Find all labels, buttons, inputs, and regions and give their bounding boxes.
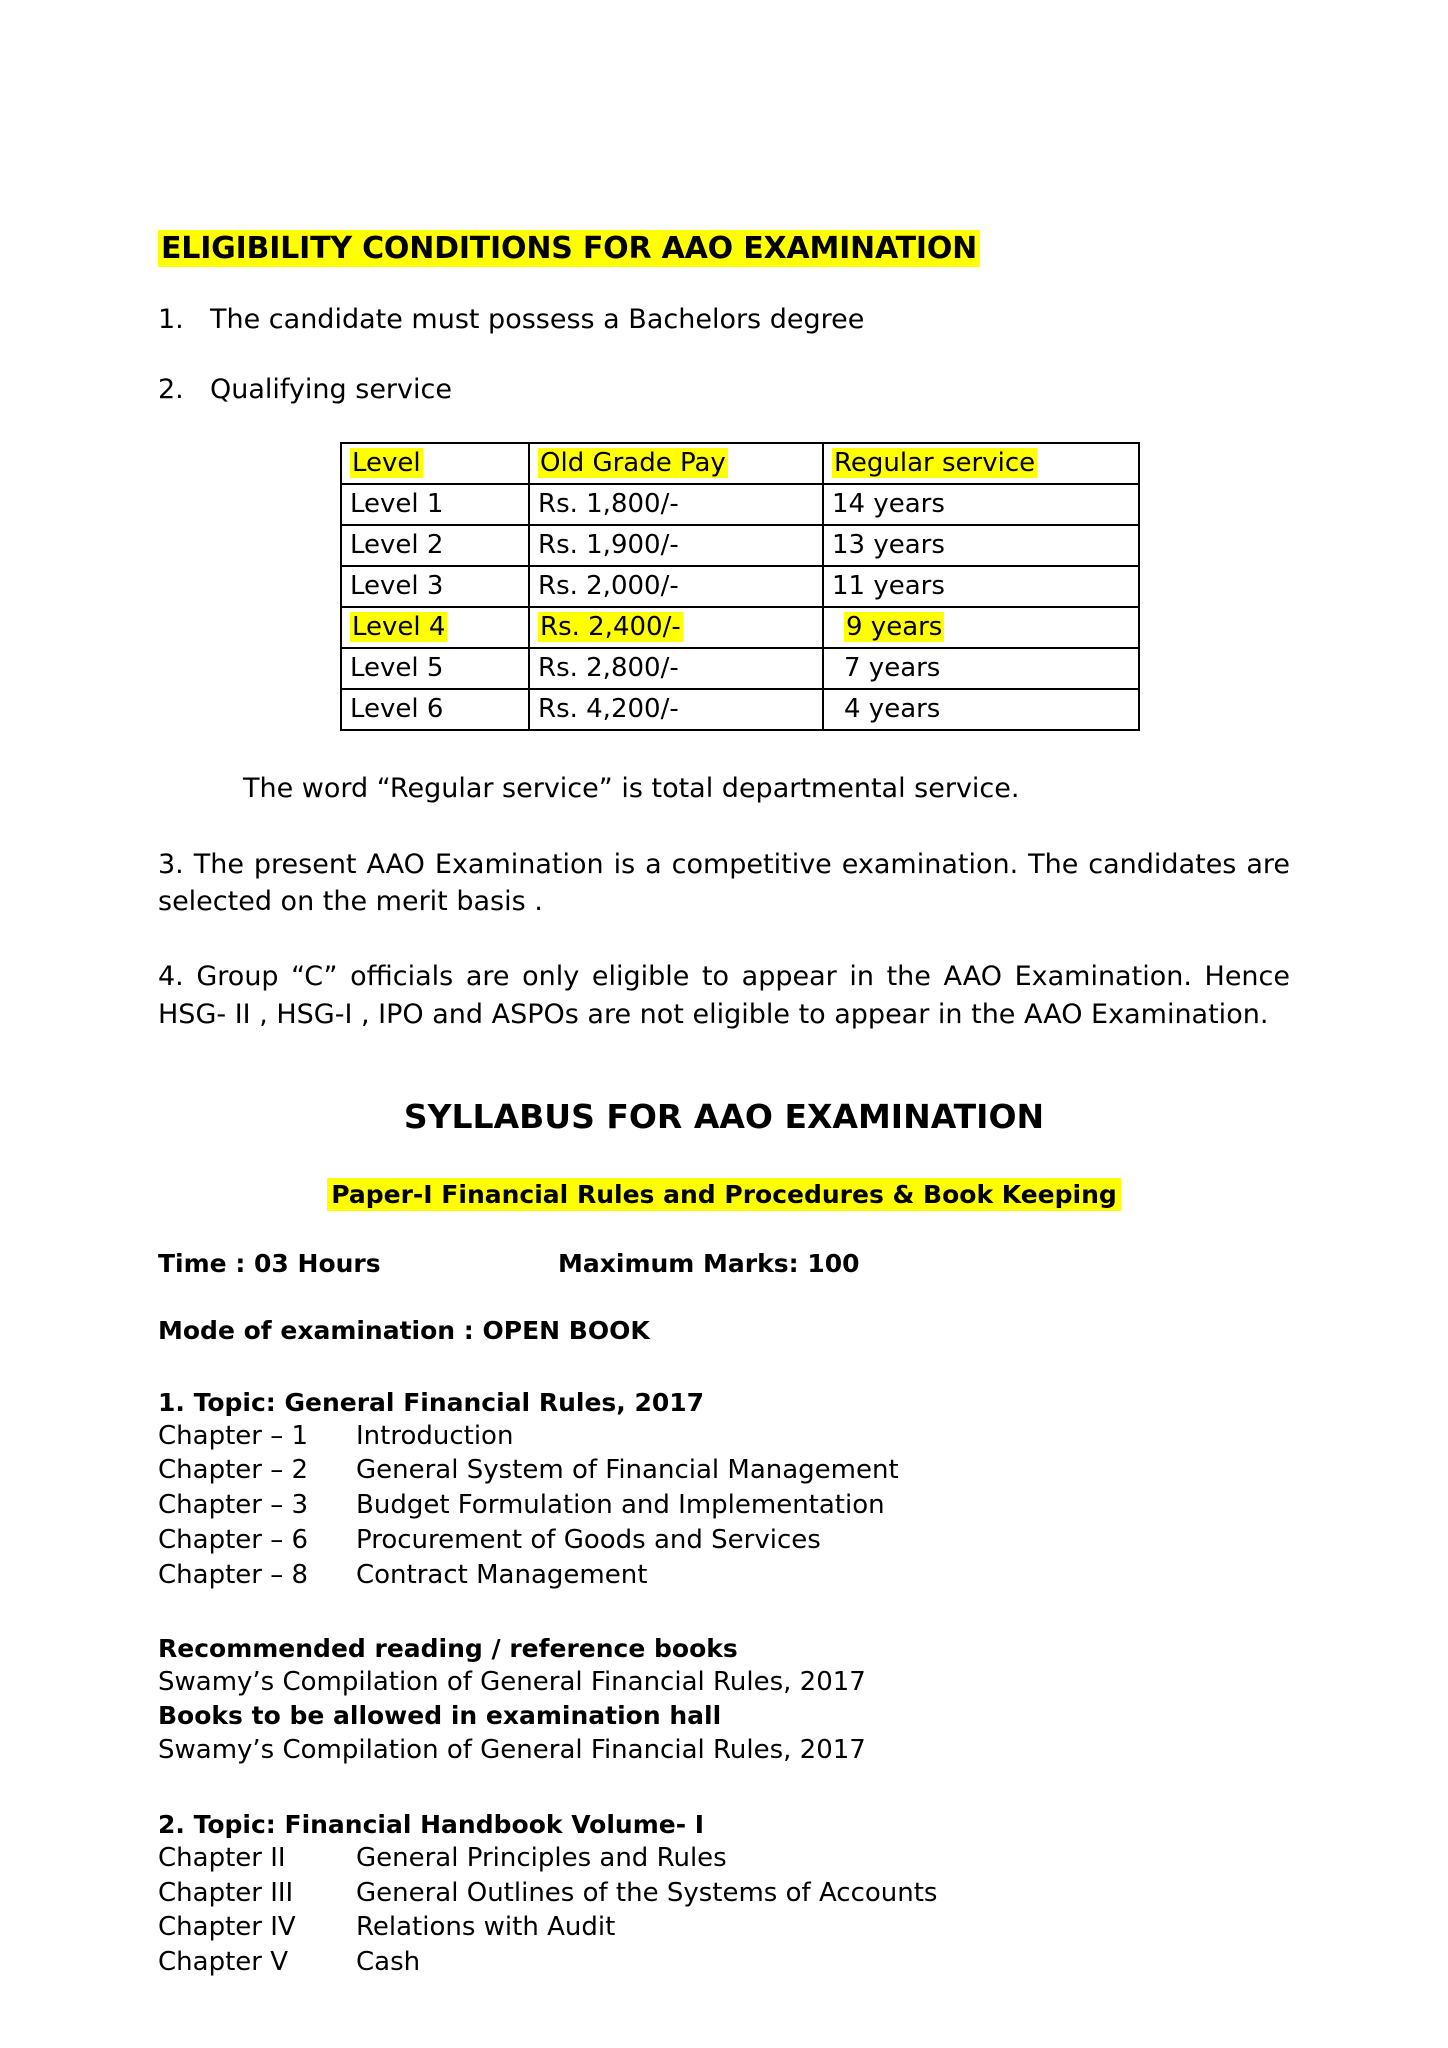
books-allowed-book: Swamy’s Compilation of General Financial Rules, 2017 xyxy=(158,1734,866,1765)
eligibility-conditions-list xyxy=(158,302,1290,409)
chapter-label: Chapter – 1 xyxy=(158,1420,309,1451)
cell-regular-service: 13 years xyxy=(823,525,1139,566)
table-header-row xyxy=(341,443,1139,484)
chapter-label: Chapter II xyxy=(158,1842,286,1873)
table-row xyxy=(341,648,1139,689)
recommended-reading-book: Swamy’s Compilation of General Financial Rules, 2017 xyxy=(158,1667,866,1698)
cell-regular-service xyxy=(823,607,1139,648)
chapter-title: Procurement of Goods and Services xyxy=(356,1525,821,1556)
levels-table-container xyxy=(158,442,1290,731)
cell-level: Level 6 xyxy=(341,689,529,730)
cell-grade-pay: Rs. 4,200/- xyxy=(529,689,823,730)
chapter-label: Chapter III xyxy=(158,1877,294,1908)
topic-2-heading: 2. Topic: Financial Handbook Volume- I xyxy=(158,1810,705,1840)
chapter-row xyxy=(158,1419,1290,1454)
header-label: Regular service xyxy=(834,448,1036,479)
chapter-title: Cash xyxy=(356,1947,421,1978)
books-allowed-heading: Books to be allowed in examination hall xyxy=(158,1701,722,1731)
table-row-highlighted xyxy=(341,607,1139,648)
cell-regular-service: 4 years xyxy=(823,689,1139,730)
cell-grade-pay: Rs. 1,800/- xyxy=(529,484,823,525)
chapter-title: General Principles and Rules xyxy=(356,1842,727,1873)
chapter-row xyxy=(158,1488,1290,1523)
chapter-label: Chapter – 2 xyxy=(158,1455,309,1486)
table-row xyxy=(341,484,1139,525)
chapter-row xyxy=(158,1523,1290,1558)
cell-regular-service: 7 years xyxy=(823,648,1139,689)
cell-level-text: Level 4 xyxy=(352,612,446,643)
chapter-row xyxy=(158,1453,1290,1488)
chapter-title: General Outlines of the Systems of Accounts xyxy=(356,1877,938,1908)
table-header-cell-regular-service xyxy=(823,443,1139,484)
qualifying-service-table xyxy=(340,442,1140,731)
cell-regular-service: 11 years xyxy=(823,566,1139,607)
list-item-marker: 1. xyxy=(158,303,184,335)
chapter-row xyxy=(158,1876,1290,1911)
syllabus-title: SYLLABUS FOR AAO EXAMINATION xyxy=(403,1096,1045,1136)
table-row xyxy=(341,566,1139,607)
exam-max-marks-label: Maximum Marks: 100 xyxy=(558,1249,860,1279)
cell-level xyxy=(341,607,529,648)
chapter-title: General System of Financial Management xyxy=(356,1455,899,1486)
paragraph-3: 3. The present AAO Examination is a competitive examination. The candidates are selected on the merit basis . xyxy=(158,848,1290,918)
paper-one-heading-text: Paper-I Financial Rules and Procedures & Book Keeping xyxy=(327,1178,1121,1211)
chapter-row xyxy=(158,1910,1290,1945)
paragraph-4: 4. Group “C” officials are only eligible to appear in the AAO Examination. Hence HSG- II , HSG-I , IPO and ASPOs are not eligible to appear in the AAO Examination. xyxy=(158,961,1290,1030)
header-label: Level xyxy=(352,448,421,479)
exam-meta-row xyxy=(158,1249,1290,1278)
regular-service-note: The word “Regular service” is total departmental service. xyxy=(243,773,1020,805)
chapter-row xyxy=(158,1558,1290,1593)
list-item-text: The candidate must possess a Bachelors degree xyxy=(210,303,865,335)
cell-grade-pay: Rs. 2,000/- xyxy=(529,566,823,607)
chapter-title: Relations with Audit xyxy=(356,1912,616,1943)
eligibility-heading xyxy=(158,0,1290,268)
topic-1-heading: 1. Topic: General Financial Rules, 2017 xyxy=(158,1388,705,1418)
cell-level: Level 1 xyxy=(341,484,529,525)
chapter-label: Chapter – 3 xyxy=(158,1490,309,1521)
exam-mode-label: Mode of examination : OPEN BOOK xyxy=(158,1316,650,1346)
header-label: Old Grade Pay xyxy=(540,448,726,479)
chapter-title: Introduction xyxy=(356,1420,514,1451)
chapter-label: Chapter V xyxy=(158,1947,288,1978)
paper-one-heading xyxy=(158,1180,1290,1209)
cell-level: Level 3 xyxy=(341,566,529,607)
exam-time-label: Time : 03 Hours xyxy=(158,1249,381,1279)
list-item-marker: 2. xyxy=(158,373,184,405)
cell-level: Level 5 xyxy=(341,648,529,689)
chapter-row xyxy=(158,1841,1290,1876)
list-item-text: Qualifying service xyxy=(210,373,452,405)
chapter-row xyxy=(158,1945,1290,1980)
cell-regular-service: 14 years xyxy=(823,484,1139,525)
table-row xyxy=(341,525,1139,566)
cell-grade-pay: Rs. 2,800/- xyxy=(529,648,823,689)
cell-grade-pay-text: Rs. 2,400/- xyxy=(540,612,681,643)
cell-regular-service-text: 9 years xyxy=(846,612,943,643)
recommended-reading-heading: Recommended reading / reference books xyxy=(158,1633,738,1663)
cell-level: Level 2 xyxy=(341,525,529,566)
list-item xyxy=(158,302,1290,338)
table-header-cell-level xyxy=(341,443,529,484)
chapter-label: Chapter IV xyxy=(158,1912,296,1943)
table-header-cell-grade-pay xyxy=(529,443,823,484)
cell-grade-pay: Rs. 1,900/- xyxy=(529,525,823,566)
chapter-label: Chapter – 6 xyxy=(158,1525,309,1556)
chapter-title: Budget Formulation and Implementation xyxy=(356,1490,885,1521)
eligibility-heading-text: ELIGIBILITY CONDITIONS FOR AAO EXAMINATION xyxy=(158,230,980,267)
table-row xyxy=(341,689,1139,730)
cell-grade-pay xyxy=(529,607,823,648)
chapter-title: Contract Management xyxy=(356,1559,648,1590)
chapter-label: Chapter – 8 xyxy=(158,1559,309,1590)
list-item xyxy=(158,372,1290,408)
